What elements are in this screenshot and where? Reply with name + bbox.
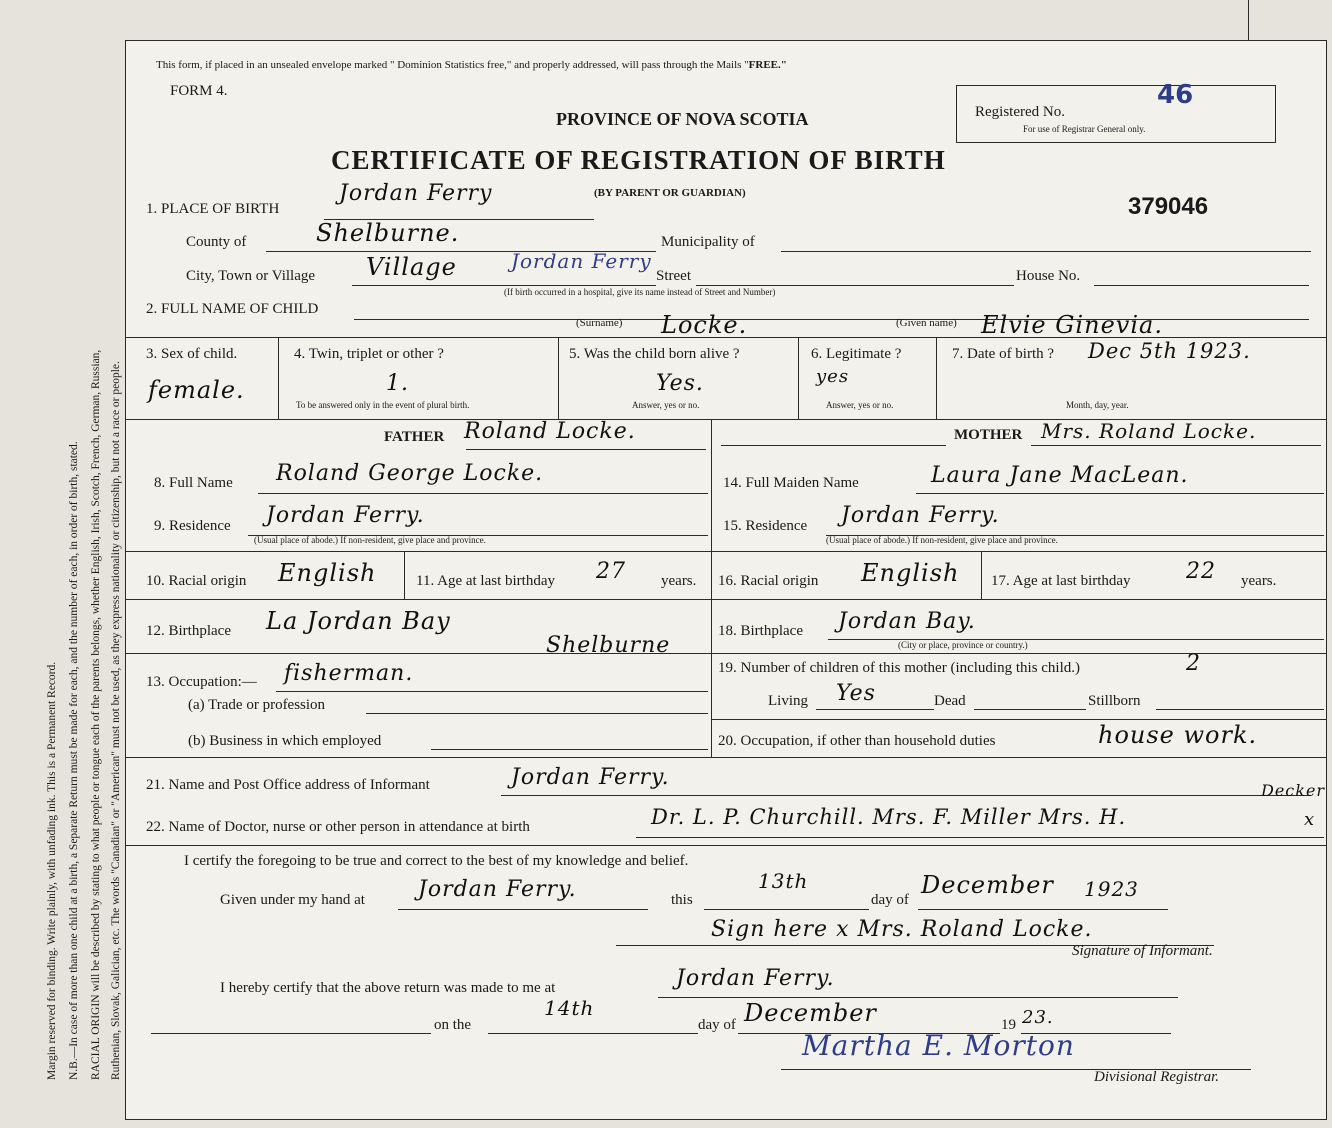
father-age-value: 27 [596, 559, 626, 584]
sex-label: 3. Sex of child. [146, 346, 238, 362]
return-day-line [488, 1033, 698, 1034]
alive-note: Answer, yes or no. [632, 400, 700, 410]
certify-month-line [918, 909, 1168, 910]
father-heading-value: Roland Locke. [464, 419, 636, 444]
place-of-birth-value: Jordan Ferry [339, 181, 493, 206]
stillborn-label: Stillborn [1088, 693, 1141, 709]
city-value: Village [366, 253, 457, 281]
row3-divider-1 [278, 337, 279, 419]
father-abode-note: (Usual place of abode.) If non-resident, give place and province. [254, 535, 486, 545]
legitimate-value: yes [816, 366, 850, 387]
mother-age-value: 22 [1186, 559, 1216, 584]
return-year-prefix: 19 [1001, 1017, 1016, 1033]
certify-month-value: December [921, 871, 1054, 899]
father-business-label: (b) Business in which employed [188, 733, 382, 749]
return-day-value: 14th [544, 996, 595, 1020]
doctor-value-above: Decker [1261, 781, 1326, 800]
father-name-line [258, 493, 708, 494]
surname-label: (Surname) [576, 317, 623, 329]
informant-label: 21. Name and Post Office address of Informant [146, 777, 430, 793]
margin-note-racial-origin-1: RACIAL ORIGIN will be described by stating to what people or tongue each of the parents belongs, whether English, Irish, Scotch, French, German, Russian, [90, 349, 102, 1080]
twin-label: 4. Twin, triplet or other ? [294, 346, 444, 362]
dead-label: Dead [934, 693, 966, 709]
doctor-mark: x [1304, 809, 1316, 830]
certify-statement: I certify the foregoing to be true and correct to the best of my knowledge and belief. [184, 853, 689, 869]
father-heading-line [466, 449, 706, 450]
father-business-line [431, 749, 708, 750]
dob-value: Dec 5th 1923. [1088, 339, 1251, 363]
mother-age-label: 17. Age at last birthday [991, 573, 1131, 589]
mother-name-value: Laura Jane MacLean. [931, 463, 1189, 488]
mother-sep-1 [711, 551, 1326, 552]
informant-signature: Sign here x Mrs. Roland Locke. [711, 917, 1093, 942]
mail-note: This form, if placed in an unsealed envelope marked " Dominion Statistics free," and properly addressed, will pass through the Mails "FREE." [156, 59, 787, 71]
registrar-note: For use of Registrar General only. [1023, 124, 1146, 134]
certify-day-value: 13th [758, 869, 809, 893]
dob-note: Month, day, year. [1066, 400, 1129, 410]
certificate-title: CERTIFICATE OF REGISTRATION OF BIRTH [331, 145, 946, 175]
street-label: Street [656, 268, 691, 284]
parents-divider [711, 419, 712, 757]
mother-heading-line-2 [1031, 445, 1321, 446]
form-number: FORM 4. [170, 83, 228, 99]
given-under-label: Given under my hand at [220, 892, 365, 908]
mother-residence-value: Jordan Ferry. [841, 503, 1000, 528]
mother-sep-3 [711, 653, 1326, 654]
margin-note-binding: Margin reserved for binding. Write plainly, with unfading ink. This is a Permanent Record. [46, 661, 58, 1080]
street-line [696, 285, 1014, 286]
margin-note-multiple-births: N.B.—In case of more than one child at a birth, a Separate Return must be made for each, and the number of each, in order of birth, stated. [68, 441, 80, 1080]
municipality-label: Municipality of [661, 234, 755, 250]
living-label: Living [768, 693, 808, 709]
father-trade-line [366, 713, 708, 714]
father-race-divider [404, 551, 405, 599]
living-value: Yes [836, 681, 876, 706]
registered-value: 46 [1157, 80, 1194, 110]
twin-note: To be answered only in the event of plural birth. [296, 400, 470, 410]
informant-top-line [126, 757, 1326, 758]
mother-city-note: (City or place, province or country.) [898, 640, 1028, 650]
place-of-birth-label: 1. PLACE OF BIRTH [146, 201, 280, 217]
dead-line [974, 709, 1086, 710]
father-age-label: 11. Age at last birthday [416, 573, 555, 589]
this-label: this [671, 892, 693, 908]
mother-children-value: 2 [1186, 651, 1201, 676]
mother-name-line [916, 493, 1324, 494]
surname-value: Locke. [661, 311, 748, 339]
doctor-label: 22. Name of Doctor, nurse or other person in attendance at birth [146, 819, 530, 835]
return-month-value: December [744, 999, 877, 1027]
father-race-value: English [278, 559, 377, 587]
province-title: PROVINCE OF NOVA SCOTIA [556, 109, 809, 129]
father-sep-1 [126, 551, 711, 552]
informant-line [501, 795, 1311, 796]
row3-divider-3 [798, 337, 799, 419]
mother-race-value: English [861, 559, 960, 587]
return-place-line [658, 997, 1178, 998]
hospital-note: (If birth occurred in a hospital, give its name instead of Street and Number) [504, 287, 776, 297]
row3-divider-4 [936, 337, 937, 419]
father-birthplace-label: 12. Birthplace [146, 623, 231, 639]
serial-number: 379046 [1128, 193, 1209, 220]
father-residence-label: 9. Residence [154, 518, 231, 534]
registrar-label: Divisional Registrar. [1094, 1069, 1220, 1085]
day-of-label-2: day of [698, 1017, 736, 1033]
living-line [816, 709, 934, 710]
father-birthplace-value: La Jordan Bay [266, 607, 451, 635]
return-day-line-left [151, 1033, 431, 1034]
mother-heading-value: Mrs. Roland Locke. [1041, 419, 1257, 443]
return-place-value: Jordan Ferry. [676, 966, 835, 991]
mother-abode-note: (Usual place of abode.) If non-resident, give place and province. [826, 535, 1058, 545]
row3-divider-2 [558, 337, 559, 419]
father-heading: FATHER [384, 429, 445, 445]
house-label: House No. [1016, 268, 1081, 284]
dob-label: 7. Date of birth ? [952, 346, 1055, 362]
legitimate-label: 6. Legitimate ? [811, 346, 902, 362]
right-edge-line [1248, 0, 1249, 40]
mother-occupation-value: house work. [1098, 721, 1258, 749]
father-years-label: years. [661, 573, 697, 589]
mother-name-label: 14. Full Maiden Name [723, 475, 859, 491]
father-occupation-label: 13. Occupation:— [146, 674, 257, 690]
father-trade-label: (a) Trade or profession [188, 697, 326, 713]
stillborn-line [1156, 709, 1324, 710]
mother-birthplace-label: 18. Birthplace [718, 623, 803, 639]
certify-year-value: 1923 [1084, 877, 1139, 901]
given-name-value: Elvie Ginevia. [981, 311, 1163, 339]
mother-sep-4 [711, 719, 1326, 720]
informant-value: Jordan Ferry. [511, 765, 670, 790]
municipality-line [781, 251, 1311, 252]
doctor-bottom-line [126, 845, 1326, 846]
doctor-value: Dr. L. P. Churchill. Mrs. F. Miller Mrs. H. [651, 805, 1127, 829]
father-occupation-line [276, 691, 708, 692]
house-line [1094, 285, 1309, 286]
sex-value: female. [148, 376, 245, 404]
given-place-line [398, 909, 648, 910]
father-residence-value: Jordan Ferry. [266, 503, 425, 528]
mother-occupation-label: 20. Occupation, if other than household duties [718, 733, 996, 749]
given-place-value: Jordan Ferry. [418, 877, 577, 902]
county-label: County of [186, 234, 247, 250]
county-value: Shelburne. [316, 219, 460, 247]
margin-note-racial-origin-2: Ruthenian, Slovak, Galician, etc. The words "Canadian" or "American" must not be used, as they express nationality or citizenship, but not a race or people. [110, 361, 122, 1080]
city-value-insert: Jordan Ferry [511, 249, 652, 273]
on-the-label: on the [434, 1017, 472, 1033]
city-label: City, Town or Village [186, 268, 316, 284]
mother-children-label: 19. Number of children of this mother (including this child.) [718, 660, 1081, 676]
mother-residence-label: 15. Residence [723, 518, 808, 534]
city-line [352, 285, 656, 286]
mother-years-label: years. [1241, 573, 1277, 589]
mother-sep-2 [711, 599, 1326, 600]
mother-heading: MOTHER [954, 427, 1023, 443]
registered-number-box [956, 80, 1276, 143]
given-name-label: (Given name) [896, 317, 957, 329]
father-race-label: 10. Racial origin [146, 573, 247, 589]
alive-label: 5. Was the child born alive ? [569, 346, 740, 362]
by-parent-note: (BY PARENT OR GUARDIAN) [594, 187, 746, 199]
registrar-signature: Martha E. Morton [802, 1029, 1075, 1062]
twin-value: 1. [386, 371, 409, 396]
child-name-line [354, 319, 1309, 320]
informant-signature-label: Signature of Informant. [1072, 943, 1213, 959]
father-sep-3 [126, 653, 711, 654]
return-statement: I hereby certify that the above return was made to me at [220, 980, 556, 996]
mother-heading-line [721, 445, 946, 446]
mother-race-divider [981, 551, 982, 599]
alive-value: Yes. [656, 371, 704, 396]
father-name-label: 8. Full Name [154, 475, 233, 491]
father-birthplace-value-2: Shelburne [546, 633, 671, 658]
row3-top-line [126, 337, 1326, 338]
registered-label: Registered No. [975, 104, 1065, 120]
mother-race-label: 16. Racial origin [718, 573, 819, 589]
certify-day-line [704, 909, 869, 910]
father-name-value: Roland George Locke. [276, 461, 544, 486]
day-of-label: day of [871, 892, 909, 908]
mother-birthplace-value: Jordan Bay. [838, 609, 976, 634]
return-year-value: 23. [1022, 1007, 1054, 1028]
father-occupation-value: fisherman. [284, 661, 414, 686]
legitimate-note: Answer, yes or no. [826, 400, 894, 410]
certificate-sheet [125, 40, 1327, 1120]
child-name-label: 2. FULL NAME OF CHILD [146, 301, 319, 317]
doctor-line [636, 837, 1324, 838]
father-sep-2 [126, 599, 711, 600]
